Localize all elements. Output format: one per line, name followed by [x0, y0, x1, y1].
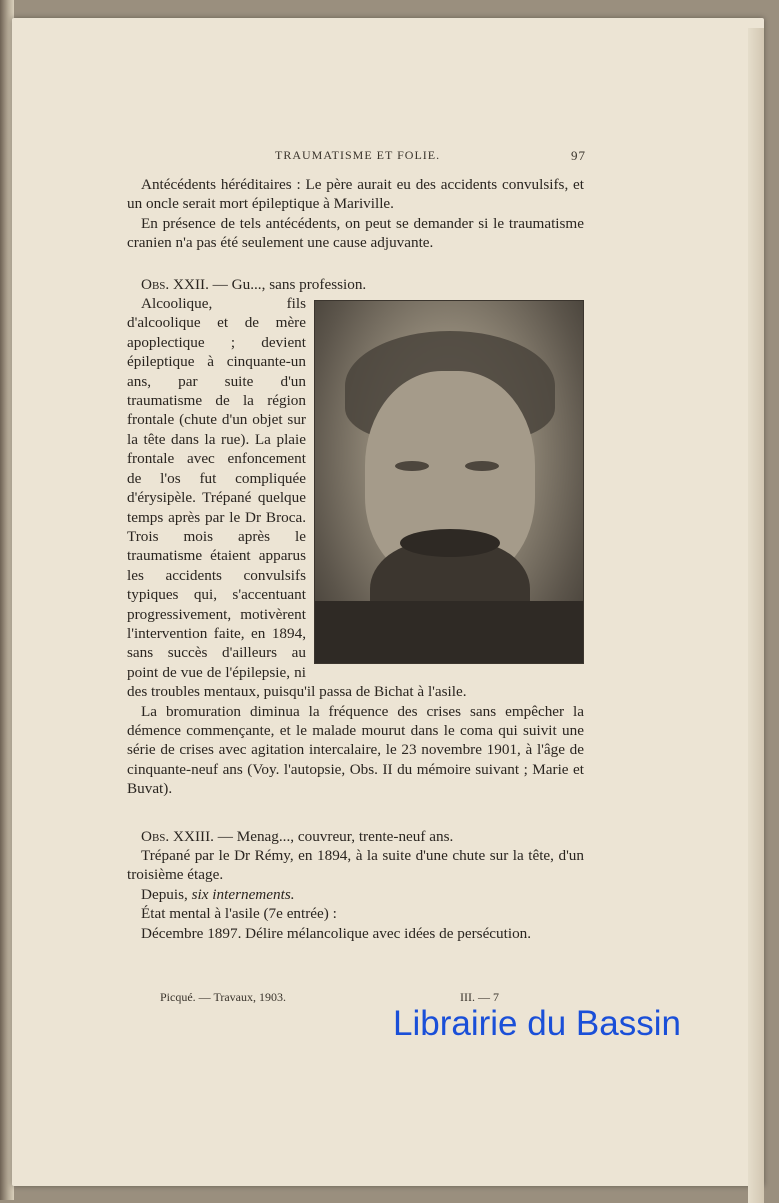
paragraph: Trépané par le Dr Rémy, en 1894, à la suite d'une chute sur la tête, d'un troisième étage.	[127, 847, 584, 884]
paragraph	[127, 885, 584, 904]
page-number: 97	[571, 148, 586, 163]
watermark-text: Librairie du Bassin	[393, 1004, 681, 1043]
footer-sheet-mark: III. — 7	[460, 990, 499, 1004]
body-text	[127, 175, 584, 943]
observation-title: — Menag..., couvreur, trente-neuf ans.	[213, 827, 454, 845]
paragraph-text: Alcoolique, fils d'alcoolique et de mère apoplectique ; devient épileptique à cinquante-un ans, par suite d'un traumatisme de la région frontale (chute d'un objet sur la tête dans la rue). La plaie frontale avec enfoncement de l'os fut compliquée d'érysipèle. Trépané quelque temps après par le Dr Broca. Trois mois après le traumatisme étaient apparus les accidents convulsifs typiques qui, s'accentuant progressivement, motivèrent l'intervention faite, en 1894, sans succès d'ailleurs au point de vue de l'épilepsie, ni des troubles mentaux, puisqu'il passa de Bichat à l'asile.	[127, 295, 467, 701]
page-edge	[748, 28, 764, 1203]
observation-label: Obs. XXII.	[141, 275, 209, 293]
emphasis-text: six internements.	[191, 885, 295, 903]
portrait-photo	[314, 300, 584, 664]
footer-signature: Picqué. — Travaux, 1903.	[160, 990, 286, 1004]
paragraph: La bromuration diminua la fréquence des crises sans empêcher la démence commençante, et le malade mourut dans le coma qui suivit une série de crises avec agitation intercalaire, le 23 novembre 1901, à l'âge de cinquante-neuf ans (Voy. l'autopsie, Obs. II du mémoire suivant ; Marie et Buvat).	[127, 702, 584, 798]
paragraph-text: Depuis,	[141, 885, 192, 903]
paragraph: Antécédents héréditaires : Le père aurait eu des accidents convulsifs, et un oncle serait mort épileptique à Mariville.	[127, 176, 584, 213]
running-title: TRAUMATISME ET FOLIE.	[275, 148, 441, 162]
observation-heading	[127, 827, 584, 846]
paragraph: Décembre 1897. Délire mélancolique avec idées de persécution.	[141, 924, 532, 942]
paragraph: En présence de tels antécédents, on peut se demander si le traumatisme cranien n'a pas été seulement une cause adjuvante.	[127, 214, 584, 252]
observation-label: Obs. XXIII.	[141, 827, 214, 845]
paragraph: État mental à l'asile (7e entrée) :	[141, 905, 337, 923]
observation-heading	[127, 275, 584, 294]
observation-title: — Gu..., sans profession.	[208, 275, 367, 293]
paragraph	[127, 294, 584, 702]
